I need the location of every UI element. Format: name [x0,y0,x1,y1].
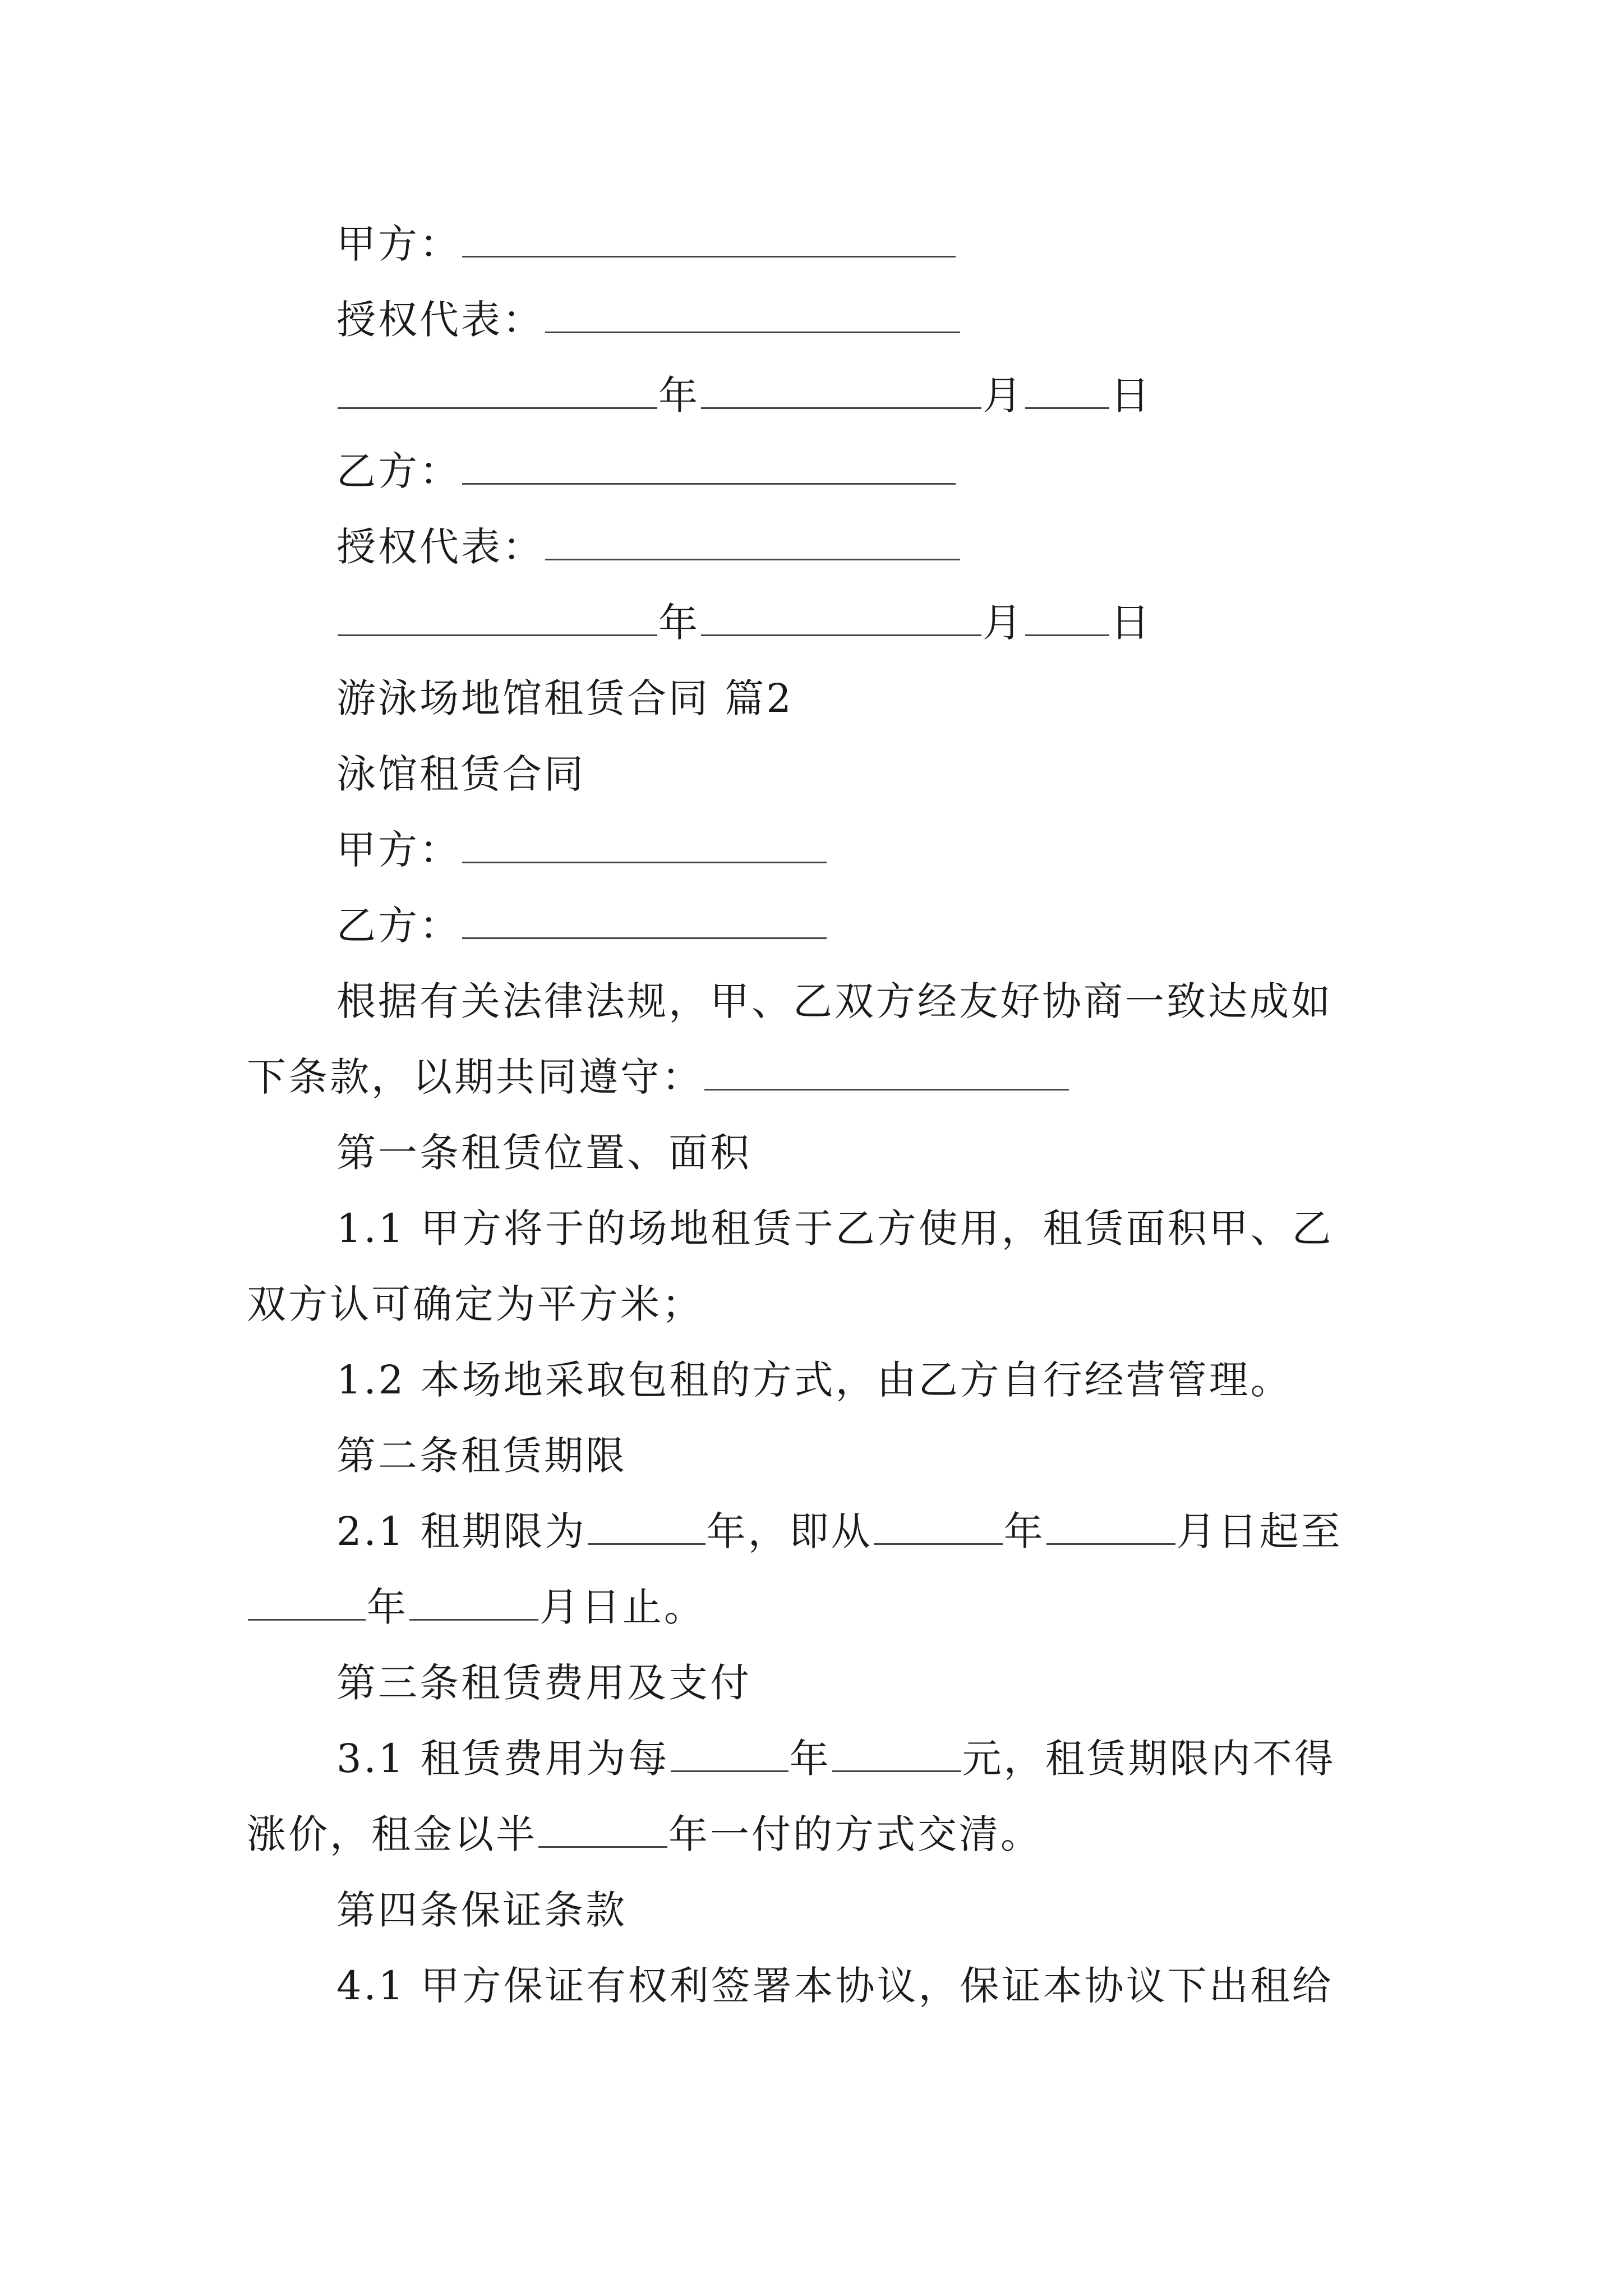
section-heading: 游泳场地馆租赁合同 篇2 [336,675,794,721]
intro-paragraph-line-1: 根据有关法律法规，甲、乙双方经友好协商一致达成如 [336,978,1332,1024]
fee-period-blank[interactable] [671,1736,789,1772]
intro-text: 下条款，以期共同遵守： [247,1054,703,1100]
article-3-1-line-1 [336,1731,1336,1787]
party-b-label: 乙方： [336,903,461,949]
party-b-blank[interactable] [462,448,956,485]
year-blank[interactable] [338,600,657,636]
party-a-label: 甲方： [336,827,461,873]
party-b-rep-line [336,519,961,575]
auth-rep-label: 授权代表： [336,524,544,570]
start-year-blank[interactable] [874,1508,1003,1545]
auth-rep-label: 授权代表： [336,297,544,343]
month-blank[interactable] [701,372,981,409]
party-a-blank[interactable] [462,827,827,863]
day-label: 日 [1110,600,1152,646]
year-label: 年 [367,1584,408,1630]
end-month-blank[interactable] [409,1584,538,1621]
article-2-1-line-1 [336,1503,1343,1559]
article-2-1-mid: 年，即从 [706,1508,873,1554]
article-2-1-from: 月日起至 [1176,1508,1343,1554]
party-b-label: 乙方： [336,448,461,494]
article-3-1b-suffix: 年一付的方式交清。 [668,1811,1042,1857]
month-label: 月 [983,372,1024,418]
year-label: 年 [1003,1508,1045,1554]
party-a-line [336,822,828,878]
article-2-1-prefix: 2.1 租期限为 [336,1508,587,1554]
article-3-1-prefix: 3.1 租赁费用为每 [336,1736,670,1782]
party-a-rep-line [336,292,961,348]
party-b-blank[interactable] [462,903,827,939]
article-4-1: 4.1 甲方保证有权利签署本协议，保证本协议下出租给 [336,1963,1334,2009]
day-label: 日 [1110,372,1152,418]
year-blank[interactable] [338,372,657,409]
party-a-rep-blank[interactable] [545,297,960,333]
article-1-1-line-1: 1.1 甲方将于的场地租赁于乙方使用，租赁面积甲、乙 [336,1205,1334,1251]
article-3-1b-prefix: 涨价，租金以半 [247,1811,537,1857]
month-label: 月 [983,600,1024,646]
article-2-1-end: 月日止。 [540,1584,706,1630]
party-b-date-line [336,595,1152,651]
term-years-blank[interactable] [588,1508,706,1545]
article-2-title: 第二条租赁期限 [336,1433,627,1479]
party-a-date-line [336,367,1152,424]
party-a-blank[interactable] [462,221,956,257]
month-blank[interactable] [701,600,981,636]
article-3-1-line-2 [247,1806,1042,1862]
intro-blank[interactable] [704,1054,1069,1091]
article-1-2: 1.2 本场地采取包租的方式，由乙方自行经营管理。 [336,1357,1292,1403]
year-label: 年 [658,372,700,418]
payment-period-blank[interactable] [538,1811,667,1848]
day-blank[interactable] [1025,372,1109,409]
fee-amount-blank[interactable] [832,1736,961,1772]
party-a-line [336,216,957,272]
article-1-title: 第一条租赁位置、面积 [336,1130,751,1176]
year-label: 年 [658,600,700,646]
article-3-1-suffix: 元，租赁期限内不得 [962,1736,1336,1782]
party-b-line [336,898,828,954]
end-year-blank[interactable] [248,1584,366,1621]
intro-paragraph-line-2 [247,1049,1070,1105]
contract-subtitle: 泳馆租赁合同 [336,751,585,797]
article-4-title: 第四条保证条款 [336,1887,627,1933]
article-2-1-line-2 [247,1579,706,1635]
year-label: 年 [789,1736,831,1782]
party-a-label: 甲方： [336,221,461,267]
party-b-line [336,443,957,499]
day-blank[interactable] [1025,600,1109,636]
party-b-rep-blank[interactable] [545,524,960,560]
article-3-title: 第三条租赁费用及支付 [336,1660,751,1706]
article-1-1-line-2: 双方认可确定为平方米； [247,1281,703,1327]
start-month-blank[interactable] [1046,1508,1175,1545]
